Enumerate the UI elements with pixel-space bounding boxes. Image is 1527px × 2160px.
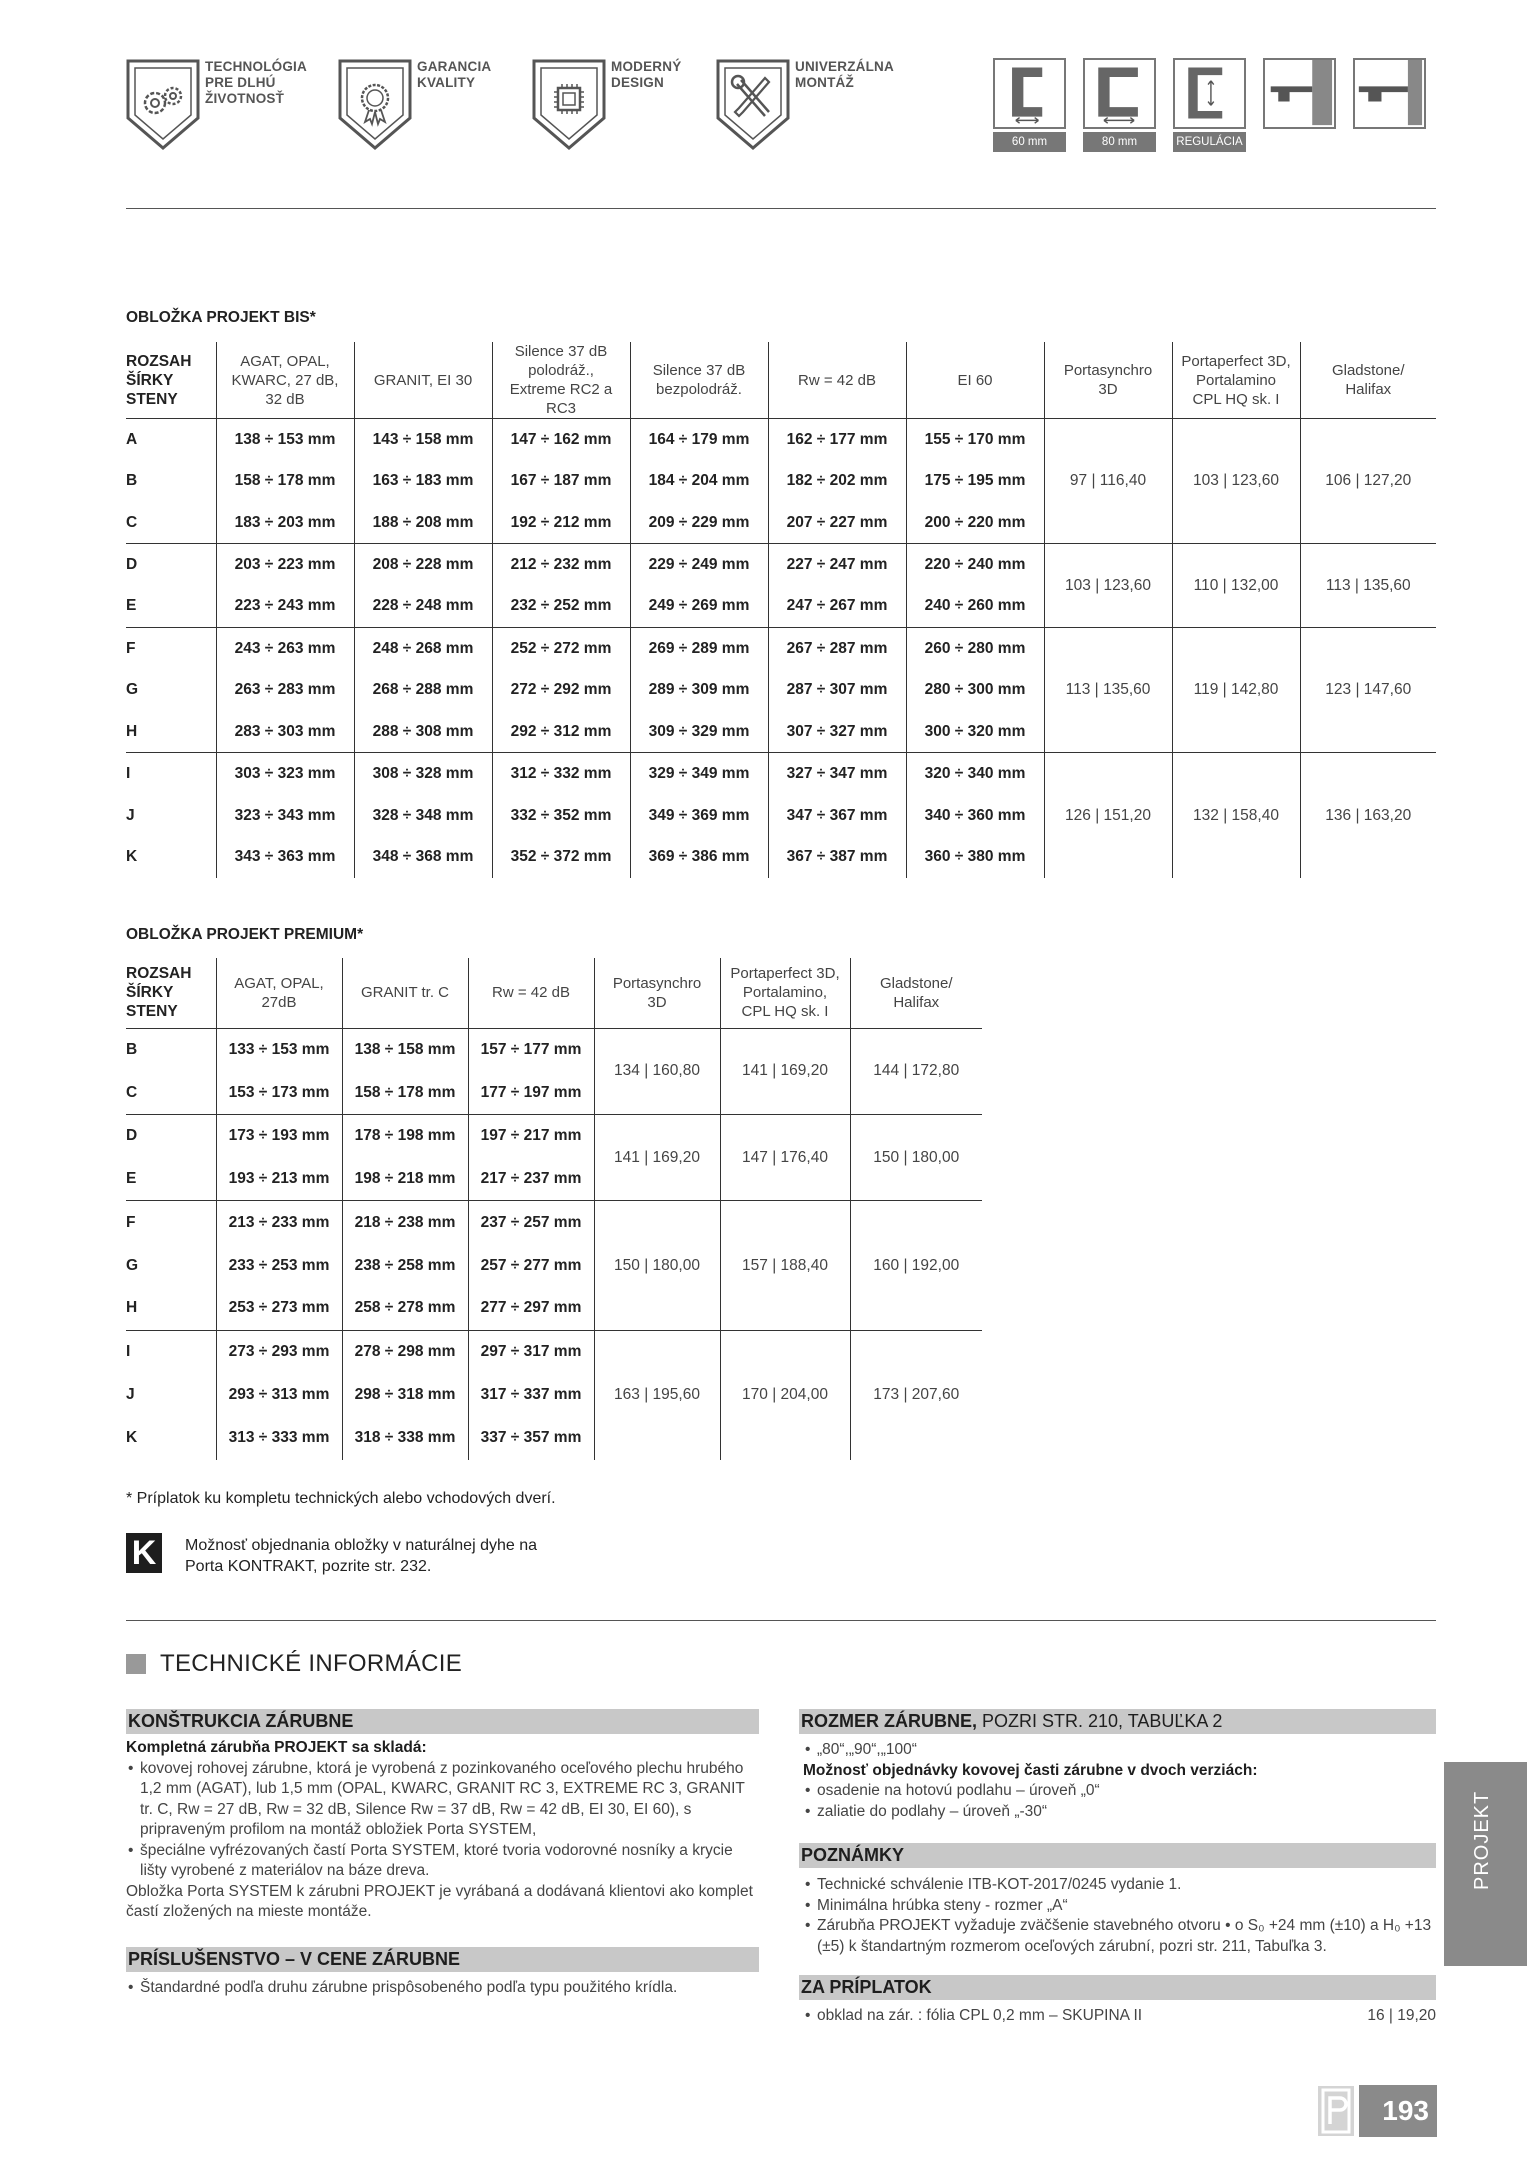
range-cell: 348 ÷ 368 mm <box>354 836 492 878</box>
row-label: C <box>126 1071 216 1114</box>
feature-label: UNIVERZÁLNA MONTÁŽ <box>795 59 894 90</box>
range-cell: 227 ÷ 247 mm <box>768 544 906 586</box>
range-cell: 143 ÷ 158 mm <box>354 419 492 461</box>
premium-row <box>126 1330 982 1373</box>
range-cell: 192 ÷ 212 mm <box>492 502 630 544</box>
dimension-heading: ROZMER ZÁRUBNE, POZRI STR. 210, TABUĽKA 2 <box>799 1709 1436 1734</box>
range-cell: 252 ÷ 272 mm <box>492 627 630 669</box>
price-cell: 123 | 147,60 <box>1300 627 1436 752</box>
range-cell: 278 ÷ 298 mm <box>342 1330 468 1373</box>
range-cell: 268 ÷ 288 mm <box>354 669 492 711</box>
range-cell: 253 ÷ 273 mm <box>216 1287 342 1330</box>
accessories-text: • Štandardné podľa druhu zárubne prispôsobeného podľa typu použitého krídla. <box>126 1978 756 1999</box>
notes-heading: POZNÁMKY <box>799 1843 1436 1868</box>
range-cell: 267 ÷ 287 mm <box>768 627 906 669</box>
frame-type-80mm <box>1083 58 1156 152</box>
range-cell: 298 ÷ 318 mm <box>342 1374 468 1417</box>
frame-regulation-icon <box>1173 58 1246 129</box>
price-cell: 160 | 192,00 <box>850 1201 982 1331</box>
range-cell: 320 ÷ 340 mm <box>906 753 1044 795</box>
range-cell: 223 ÷ 243 mm <box>216 586 354 628</box>
range-cell: 283 ÷ 303 mm <box>216 711 354 753</box>
range-cell: 173 ÷ 193 mm <box>216 1114 342 1157</box>
range-cell: 155 ÷ 170 mm <box>906 419 1044 461</box>
range-cell: 208 ÷ 228 mm <box>354 544 492 586</box>
section-square-icon <box>126 1654 146 1674</box>
row-label: H <box>126 711 216 753</box>
range-cell: 158 ÷ 178 mm <box>342 1071 468 1114</box>
range-cell: 308 ÷ 328 mm <box>354 753 492 795</box>
range-cell: 175 ÷ 195 mm <box>906 460 1044 502</box>
frame-80mm-icon <box>1083 58 1156 129</box>
premium-row <box>126 1028 982 1071</box>
range-cell: 337 ÷ 357 mm <box>468 1417 594 1460</box>
range-cell: 182 ÷ 202 mm <box>768 460 906 502</box>
feature-label: MODERNÝ DESIGN <box>611 59 682 90</box>
row-label: D <box>126 1127 138 1145</box>
price-cell: 173 | 207,60 <box>850 1330 982 1460</box>
range-cell: 153 ÷ 173 mm <box>216 1071 342 1114</box>
range-cell: 292 ÷ 312 mm <box>492 711 630 753</box>
row-label: C <box>126 502 216 544</box>
price-cell: 106 | 127,20 <box>1300 419 1436 544</box>
frame-type-60mm <box>993 58 1066 152</box>
row-label: K <box>126 848 138 866</box>
price-cell: 163 | 195,60 <box>594 1330 720 1460</box>
bis-column-header: Silence 37 dB polodráž., Extreme RC2 a RC3 <box>492 342 630 419</box>
range-cell: 193 ÷ 213 mm <box>216 1158 342 1201</box>
premium-table-title: OBLOŽKA PROJEKT PREMIUM* <box>126 926 364 943</box>
premium-column-header: Gladstone/ Halifax <box>850 958 982 1028</box>
range-cell: 164 ÷ 179 mm <box>630 419 768 461</box>
range-cell: 247 ÷ 267 mm <box>768 586 906 628</box>
price-cell: 113 | 135,60 <box>1044 627 1172 752</box>
bis-column-header: Gladstone/ Halifax <box>1300 342 1436 419</box>
feature-design <box>531 58 681 152</box>
bis-row <box>126 753 1436 795</box>
range-cell: 297 ÷ 317 mm <box>468 1330 594 1373</box>
range-cell: 260 ÷ 280 mm <box>906 627 1044 669</box>
premium-column-header: AGAT, OPAL, 27dB <box>216 958 342 1028</box>
price-cell: 136 | 163,20 <box>1300 753 1436 878</box>
row-label: J <box>126 806 135 824</box>
range-cell: 269 ÷ 289 mm <box>630 627 768 669</box>
range-cell: 229 ÷ 249 mm <box>630 544 768 586</box>
feature-mounting <box>715 58 894 152</box>
range-cell: 309 ÷ 329 mm <box>630 711 768 753</box>
range-cell: 178 ÷ 198 mm <box>342 1114 468 1157</box>
range-cell: 317 ÷ 337 mm <box>468 1374 594 1417</box>
range-cell: 340 ÷ 360 mm <box>906 795 1044 837</box>
bis-column-header: AGAT, OPAL, KWARC, 27 dB, 32 dB <box>216 342 354 419</box>
price-cell: 141 | 169,20 <box>720 1028 850 1114</box>
porta-logo-icon <box>1318 2086 1354 2136</box>
range-cell: 198 ÷ 218 mm <box>342 1158 468 1201</box>
range-cell: 318 ÷ 338 mm <box>342 1417 468 1460</box>
row-label: B <box>126 472 138 490</box>
header-divider <box>126 208 1436 209</box>
range-cell: 162 ÷ 177 mm <box>768 419 906 461</box>
section-side-tab: PROJEKT <box>1444 1762 1527 1966</box>
row-label: H <box>126 1287 216 1330</box>
row-label: K <box>126 1429 138 1447</box>
frame-tag: 60 mm <box>993 132 1066 152</box>
row-label: E <box>126 1158 216 1201</box>
premium-table <box>126 958 982 1460</box>
footnote: * Príplatok ku kompletu technických alebo vchodových dverí. <box>126 1490 556 1507</box>
range-cell: 183 ÷ 203 mm <box>216 502 354 544</box>
range-cell: 303 ÷ 323 mm <box>216 753 354 795</box>
price-cell: 103 | 123,60 <box>1044 544 1172 628</box>
frame-tag: 80 mm <box>1083 132 1156 152</box>
range-cell: 167 ÷ 187 mm <box>492 460 630 502</box>
frame-60mm-icon <box>993 58 1066 129</box>
frame-mount-a-icon <box>1263 58 1336 129</box>
bis-table <box>126 342 1436 878</box>
range-cell: 349 ÷ 369 mm <box>630 795 768 837</box>
row-label: G <box>126 681 139 699</box>
range-cell: 212 ÷ 232 mm <box>492 544 630 586</box>
bis-column-header: Silence 37 dB bezpolodráž. <box>630 342 768 419</box>
range-cell: 249 ÷ 269 mm <box>630 586 768 628</box>
bis-table-title: OBLOŽKA PROJEKT BIS* <box>126 309 316 326</box>
surcharge-price: 16 | 19,20 <box>1367 2007 1436 2024</box>
range-cell: 289 ÷ 309 mm <box>630 669 768 711</box>
frame-type-mount-a <box>1263 58 1336 152</box>
range-cell: 158 ÷ 178 mm <box>216 460 354 502</box>
range-cell: 258 ÷ 278 mm <box>342 1287 468 1330</box>
range-cell: 138 ÷ 158 mm <box>342 1028 468 1071</box>
price-cell: 147 | 176,40 <box>720 1114 850 1200</box>
range-cell: 328 ÷ 348 mm <box>354 795 492 837</box>
gears-icon <box>125 58 201 152</box>
accessories-heading: PRÍSLUŠENSTVO – V CENE ZÁRUBNE <box>126 1947 759 1972</box>
range-cell: 238 ÷ 258 mm <box>342 1244 468 1287</box>
premium-row <box>126 1201 982 1244</box>
row-label: A <box>126 430 138 448</box>
range-cell: 272 ÷ 292 mm <box>492 669 630 711</box>
frame-mount-b-icon <box>1353 58 1426 129</box>
range-cell: 263 ÷ 283 mm <box>216 669 354 711</box>
range-cell: 203 ÷ 223 mm <box>216 544 354 586</box>
price-cell: 126 | 151,20 <box>1044 753 1172 878</box>
range-cell: 323 ÷ 343 mm <box>216 795 354 837</box>
row-label: J <box>126 1386 135 1404</box>
frame-tag: REGULÁCIA <box>1173 132 1246 152</box>
kontrakt-logo-icon: K <box>126 1533 162 1573</box>
surcharge-label: • obklad na zár. : fólia CPL 0,2 mm – SKUPINA II <box>803 2006 1142 2027</box>
range-cell: 240 ÷ 260 mm <box>906 586 1044 628</box>
range-cell: 360 ÷ 380 mm <box>906 836 1044 878</box>
range-cell: 329 ÷ 349 mm <box>630 753 768 795</box>
range-cell: 332 ÷ 352 mm <box>492 795 630 837</box>
bis-column-header: GRANIT, EI 30 <box>354 342 492 419</box>
price-cell: 110 | 132,00 <box>1172 544 1300 628</box>
range-cell: 352 ÷ 372 mm <box>492 836 630 878</box>
range-cell: 218 ÷ 238 mm <box>342 1201 468 1244</box>
range-cell: 147 ÷ 162 mm <box>492 419 630 461</box>
bis-column-header: Portaperfect 3D, Portalamino CPL HQ sk. I <box>1172 342 1300 419</box>
row-label: D <box>126 556 138 574</box>
row-label: I <box>126 765 131 783</box>
range-cell: 273 ÷ 293 mm <box>216 1330 342 1373</box>
range-cell: 138 ÷ 153 mm <box>216 419 354 461</box>
range-cell: 213 ÷ 233 mm <box>216 1201 342 1244</box>
range-cell: 217 ÷ 237 mm <box>468 1158 594 1201</box>
frame-types <box>993 58 1426 152</box>
premium-column-header: GRANIT tr. C <box>342 958 468 1028</box>
bis-row <box>126 544 1436 586</box>
price-cell: 103 | 123,60 <box>1172 419 1300 544</box>
price-cell: 113 | 135,60 <box>1300 544 1436 628</box>
range-cell: 177 ÷ 197 mm <box>468 1071 594 1114</box>
price-cell: 150 | 180,00 <box>594 1201 720 1331</box>
range-cell: 232 ÷ 252 mm <box>492 586 630 628</box>
range-cell: 347 ÷ 367 mm <box>768 795 906 837</box>
row-label: G <box>126 1256 139 1274</box>
feature-quality <box>337 58 491 152</box>
row-label: E <box>126 586 216 628</box>
surcharge-item <box>803 2006 1436 2027</box>
range-cell: 313 ÷ 333 mm <box>216 1417 342 1460</box>
tech-divider <box>126 1620 1436 1621</box>
bis-row <box>126 419 1436 461</box>
range-cell: 233 ÷ 253 mm <box>216 1244 342 1287</box>
row-label: F <box>126 1213 136 1231</box>
range-cell: 287 ÷ 307 mm <box>768 669 906 711</box>
range-cell: 288 ÷ 308 mm <box>354 711 492 753</box>
tech-info-title: TECHNICKÉ INFORMÁCIE <box>160 1650 463 1677</box>
premium-column-header: Portasynchro 3D <box>594 958 720 1028</box>
range-cell: 343 ÷ 363 mm <box>216 836 354 878</box>
surcharge-heading: ZA PRÍPLATOK <box>799 1975 1436 2000</box>
quality-badge-icon <box>337 58 413 152</box>
premium-rowhead: ROZSAH ŠÍRKY STENY <box>126 958 216 1028</box>
range-cell: 293 ÷ 313 mm <box>216 1374 342 1417</box>
premium-column-header: Portaperfect 3D, Portalamino, CPL HQ sk. I <box>720 958 850 1028</box>
range-cell: 200 ÷ 220 mm <box>906 502 1044 544</box>
row-label: I <box>126 1343 131 1361</box>
row-label: F <box>126 639 136 657</box>
price-cell: 170 | 204,00 <box>720 1330 850 1460</box>
tech-info-heading <box>126 1650 462 1678</box>
kontrakt-note: Možnosť objednania obložky v naturálnej dyhe na Porta KONTRAKT, pozrite str. 232. <box>185 1537 538 1575</box>
price-cell: 144 | 172,80 <box>850 1028 982 1114</box>
bis-column-header: Rw = 42 dB <box>768 342 906 419</box>
dimension-text: • „80“,„90“,„100“ Možnosť objednávky kovovej časti zárubne v dvoch verziách: • osadenie na hotovú podlahu – úroveň „0“ • zaliatie do podlahy – úroveň „-30“ <box>803 1740 1433 1822</box>
range-cell: 207 ÷ 227 mm <box>768 502 906 544</box>
price-cell: 141 | 169,20 <box>594 1114 720 1200</box>
range-cell: 248 ÷ 268 mm <box>354 627 492 669</box>
price-cell: 157 | 188,40 <box>720 1201 850 1331</box>
range-cell: 277 ÷ 297 mm <box>468 1287 594 1330</box>
premium-column-header: Rw = 42 dB <box>468 958 594 1028</box>
range-cell: 257 ÷ 277 mm <box>468 1244 594 1287</box>
chip-design-icon <box>531 58 607 152</box>
range-cell: 300 ÷ 320 mm <box>906 711 1044 753</box>
feature-technology <box>125 58 307 152</box>
construction-text: Kompletná zárubňa PROJEKT sa skladá: • kovovej rohovej zárubne, ktorá je vyrobená z pozinkovaného oceľového plechu hrubého 1,2 mm (AGAT), lub 1,5 mm (OPAL, KWARC, GRANIT RC 3, EXTREME RC 3, GRANIT tr. C, Rw = 27 dB, Rw = 32 dB, Silence Rw = 37 dB, Rw = 42 dB, EI 30, EI 60), s pripraveným profilom na montáž obložiek Porta SYSTEM, • špeciálne vyfrézovaných častí Porta SYSTEM, ktoré tvoria vodorovné nosníky a krycie lišty vyrobené z materiálov na báze dreva. Obložka Porta SYSTEM k zárubni PROJEKT je vyrábaná a dodávaná klientovi ako komplet častí zložených na mieste montáže. <box>126 1738 756 1923</box>
bis-row <box>126 627 1436 669</box>
range-cell: 307 ÷ 327 mm <box>768 711 906 753</box>
page-number: 193 <box>1359 2085 1437 2137</box>
price-cell: 119 | 142,80 <box>1172 627 1300 752</box>
range-cell: 188 ÷ 208 mm <box>354 502 492 544</box>
bis-rowhead: ROZSAH ŠÍRKY STENY <box>126 342 216 419</box>
price-cell: 134 | 160,80 <box>594 1028 720 1114</box>
bis-column-header: EI 60 <box>906 342 1044 419</box>
notes-text: • Technické schválenie ITB-KOT-2017/0245 vydanie 1. • Minimálna hrúbka steny - rozmer „A“ • Zárubňa PROJEKT vyžaduje zväčšenie stavebného otvoru • o S₀ +24 mm (±10) a H₀ +13 (±5) k štandartným rozmerom oceľových zárubní, pozri str. 211, Tabuľka 3. <box>803 1875 1433 1957</box>
price-cell: 97 | 116,40 <box>1044 419 1172 544</box>
feature-label: GARANCIA KVALITY <box>417 59 492 90</box>
feature-label: TECHNOLÓGIA PRE DLHÚ ŽIVOTNOSŤ <box>205 59 307 106</box>
range-cell: 369 ÷ 386 mm <box>630 836 768 878</box>
range-cell: 228 ÷ 248 mm <box>354 586 492 628</box>
range-cell: 367 ÷ 387 mm <box>768 836 906 878</box>
range-cell: 157 ÷ 177 mm <box>468 1028 594 1071</box>
frame-type-mount-b <box>1353 58 1426 152</box>
range-cell: 209 ÷ 229 mm <box>630 502 768 544</box>
range-cell: 220 ÷ 240 mm <box>906 544 1044 586</box>
range-cell: 163 ÷ 183 mm <box>354 460 492 502</box>
bis-column-header: Portasynchro 3D <box>1044 342 1172 419</box>
range-cell: 197 ÷ 217 mm <box>468 1114 594 1157</box>
price-cell: 150 | 180,00 <box>850 1114 982 1200</box>
tools-icon <box>715 58 791 152</box>
premium-row <box>126 1114 982 1157</box>
range-cell: 237 ÷ 257 mm <box>468 1201 594 1244</box>
construction-heading: KONŠTRUKCIA ZÁRUBNE <box>126 1709 759 1734</box>
range-cell: 280 ÷ 300 mm <box>906 669 1044 711</box>
range-cell: 327 ÷ 347 mm <box>768 753 906 795</box>
row-label: B <box>126 1040 138 1058</box>
range-cell: 133 ÷ 153 mm <box>216 1028 342 1071</box>
range-cell: 243 ÷ 263 mm <box>216 627 354 669</box>
frame-type-regulation <box>1173 58 1246 152</box>
range-cell: 312 ÷ 332 mm <box>492 753 630 795</box>
range-cell: 184 ÷ 204 mm <box>630 460 768 502</box>
price-cell: 132 | 158,40 <box>1172 753 1300 878</box>
